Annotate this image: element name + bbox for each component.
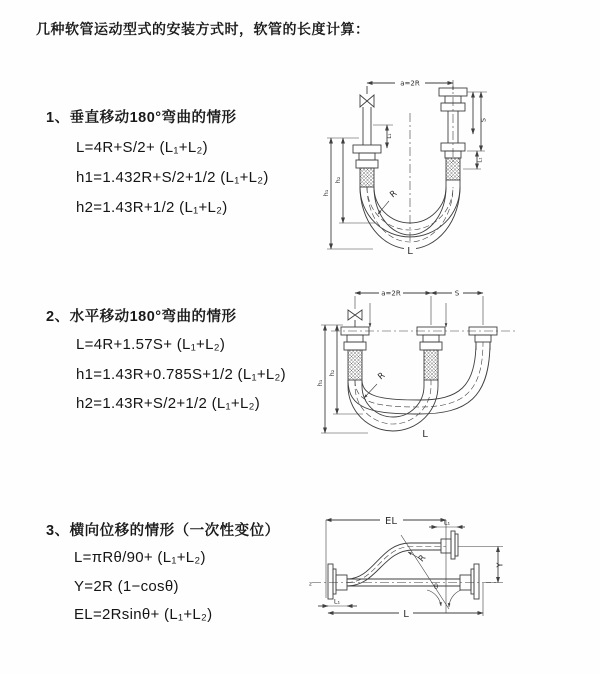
curved-hose — [347, 543, 446, 586]
left-flange — [341, 327, 369, 350]
radius-construction-line — [401, 535, 449, 609]
section-2-formula-L: L=4R+1.57S+ (L₁+L₂) — [76, 336, 226, 353]
right-flange — [469, 327, 497, 342]
hose-arcs — [348, 342, 490, 431]
dim-h1 — [322, 138, 373, 249]
dim-label-l1-bottom: L₁ — [333, 597, 341, 606]
right-top-flange — [441, 531, 458, 559]
left-hose-braid — [348, 350, 362, 380]
dim-label-h1: h₁ — [322, 189, 330, 197]
section-1-formula-h1: h1=1.432R+S/2+1/2 (L₁+L₂) — [76, 169, 269, 186]
dim-label-l1-left: L₁ — [387, 133, 393, 139]
label-l: L — [422, 429, 428, 440]
dim-a2r — [355, 289, 431, 298]
dim-l1-right — [463, 151, 484, 169]
dim-label-l1-top: L₁ — [443, 518, 451, 527]
dim-label-s: S — [479, 117, 488, 123]
label-theta: θ — [433, 583, 439, 591]
dim-label-h2: h₂ — [328, 369, 336, 377]
dim-label-l1-right: L₁ — [477, 157, 484, 163]
angle-theta — [427, 583, 461, 607]
label-r: R — [376, 370, 388, 383]
section-3-formula-EL: EL=2Rsinθ+ (L₁+L₂) — [74, 606, 213, 623]
dim-el — [326, 516, 446, 613]
left-hose-braid — [360, 168, 374, 187]
dim-label-a2r: a=2R — [381, 289, 401, 298]
dim-y — [458, 547, 505, 583]
dim-label-y: Y — [495, 562, 505, 568]
dim-a2r — [367, 80, 453, 95]
label-l: L — [407, 246, 413, 257]
dim-label-s: S — [454, 289, 460, 298]
dim-s — [431, 289, 483, 298]
radius-label — [378, 189, 399, 214]
middle-hose-braid — [424, 350, 438, 380]
dim-s — [467, 92, 488, 151]
label-r: R — [388, 188, 400, 201]
diagram-vertical-180-bend — [315, 68, 585, 263]
right-bottom-flange — [460, 564, 479, 599]
radius-label — [364, 371, 387, 398]
dim-label-a2r: a=2R — [400, 79, 420, 88]
dim-label-el: EL — [385, 516, 397, 527]
diagram-horizontal-180-bend — [313, 283, 583, 455]
middle-flange — [417, 327, 445, 350]
section-2-formula-h2: h2=1.43R+S/2+1/2 (L₁+L₂) — [76, 395, 261, 412]
section-3-formula-L: L=πRθ/90+ (L₁+L₂) — [74, 549, 206, 566]
left-flange — [328, 564, 347, 599]
left-flange — [353, 145, 381, 168]
section-3-heading: 3、横向位移的情形（一次性变位） — [46, 523, 280, 539]
section-1-heading: 1、垂直移动180°弯曲的情形 — [46, 110, 237, 126]
centerline-mark: z — [309, 581, 312, 588]
radius-label — [408, 552, 428, 564]
section-1-formula-h2: h2=1.43R+1/2 (L₁+L₂) — [76, 199, 228, 216]
section-1-formula-L: L=4R+S/2+ (L₁+L₂) — [76, 139, 208, 156]
valve-icon — [360, 95, 374, 107]
valve-icon — [348, 310, 362, 327]
page-title: 几种软管运动型式的安装方式时，软管的长度计算： — [36, 21, 370, 37]
section-2-heading: 2、水平移动180°弯曲的情形 — [46, 309, 237, 325]
dim-label-l: L — [403, 609, 409, 620]
section-3-formula-Y: Y=2R (1−cosθ) — [74, 578, 179, 595]
dim-l1-bottom — [318, 598, 357, 607]
section-2-formula-h1: h1=1.43R+0.785S+1/2 (L₁+L₂) — [76, 366, 286, 383]
dim-label-h1: h₁ — [316, 379, 324, 387]
diagram-lateral-displacement — [300, 503, 600, 653]
label-r: R — [416, 553, 429, 565]
dim-label-h2: h₂ — [334, 176, 342, 184]
